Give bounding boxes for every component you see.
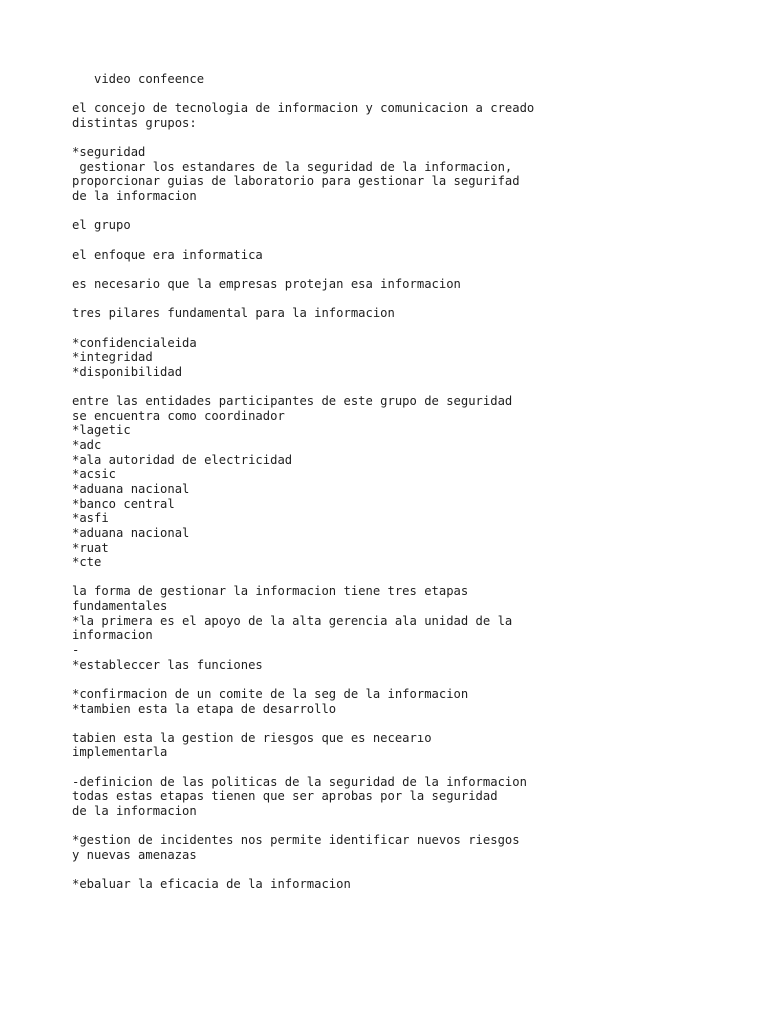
document-page: [72, 72, 752, 892]
list-item: *estableccer las funciones: [72, 657, 263, 672]
blank-line: [72, 672, 752, 687]
list-item: *ebaluar la eficacia de la informacion: [72, 877, 351, 892]
text-line: el concejo de tecnologia de informacion y comunicacion a creado: [72, 101, 535, 116]
list-item: *disponibilidad: [72, 364, 183, 379]
text-line: implementarla: [72, 745, 168, 760]
blank-line: [72, 131, 752, 146]
blank-line: [72, 760, 752, 775]
list-item: *asfi: [72, 511, 109, 526]
text-line: *seguridad: [72, 145, 146, 160]
list-item: *ruat: [72, 540, 109, 555]
list-item: *la primera es el apoyo de la alta gerencia ala unidad de la: [72, 613, 513, 628]
text-line: gestionar los estandares de la seguridad de la informacion,: [72, 159, 513, 174]
blank-line: [72, 716, 752, 731]
text-line: es necesario que la empresas protejan esa informacion: [72, 276, 461, 291]
list-item: *lagetic: [72, 423, 131, 438]
list-item: *banco central: [72, 496, 175, 511]
blank-line: [72, 292, 752, 307]
list-item: *aduana nacional: [72, 525, 190, 540]
text-line: tres pilares fundamental para la informacion: [72, 306, 395, 321]
text-line: de la informacion: [72, 189, 197, 204]
blank-line: [72, 233, 752, 248]
list-item: *confirmacion de un comite de la seg de la informacion: [72, 686, 469, 701]
list-item: *gestion de incidentes nos permite identificar nuevos riesgos: [72, 833, 520, 848]
text-line: el grupo: [72, 218, 131, 233]
blank-line: [72, 262, 752, 277]
text-line: tabien esta la gestion de riesgos que es necearıo: [72, 730, 432, 745]
text-line: el enfoque era informatica: [72, 247, 263, 262]
list-item: *integridad: [72, 350, 153, 365]
text-line: entre las entidades participantes de este grupo de seguridad: [72, 394, 513, 409]
blank-line: [72, 204, 752, 219]
text-line: proporcionar guias de laboratorio para gestionar la segurifad: [72, 174, 520, 189]
list-item: *ala autoridad de electricidad: [72, 452, 293, 467]
list-item: *tambien esta la etapa de desarrollo: [72, 701, 337, 716]
text-line: fundamentales: [72, 599, 168, 614]
text-line: -: [72, 642, 80, 657]
blank-line: [72, 570, 752, 585]
text-line: -definicion de las politicas de la seguridad de la informacion: [72, 774, 527, 789]
text-line: y nuevas amenazas: [72, 847, 197, 862]
list-item: *acsic: [72, 467, 117, 482]
blank-line: [72, 321, 752, 336]
text-line: se encuentra como coordinador: [72, 408, 285, 423]
list-item: *aduana nacional: [72, 481, 190, 496]
text-line: la forma de gestionar la informacion tiene tres etapas: [72, 584, 469, 599]
text-line: video confeence: [72, 72, 205, 86]
list-item: *cte: [72, 555, 102, 570]
blank-line: [72, 863, 752, 878]
blank-line: [72, 379, 752, 394]
list-item: *adc: [72, 438, 102, 453]
text-line: de la informacion: [72, 804, 197, 819]
blank-line: [72, 87, 752, 102]
text-line: todas estas etapas tienen que ser aprobas por la seguridad: [72, 789, 498, 804]
text-line: informacion: [72, 628, 153, 643]
list-item: *confidencialeida: [72, 335, 197, 350]
blank-line: [72, 819, 752, 834]
text-line: distintas grupos:: [72, 115, 197, 130]
